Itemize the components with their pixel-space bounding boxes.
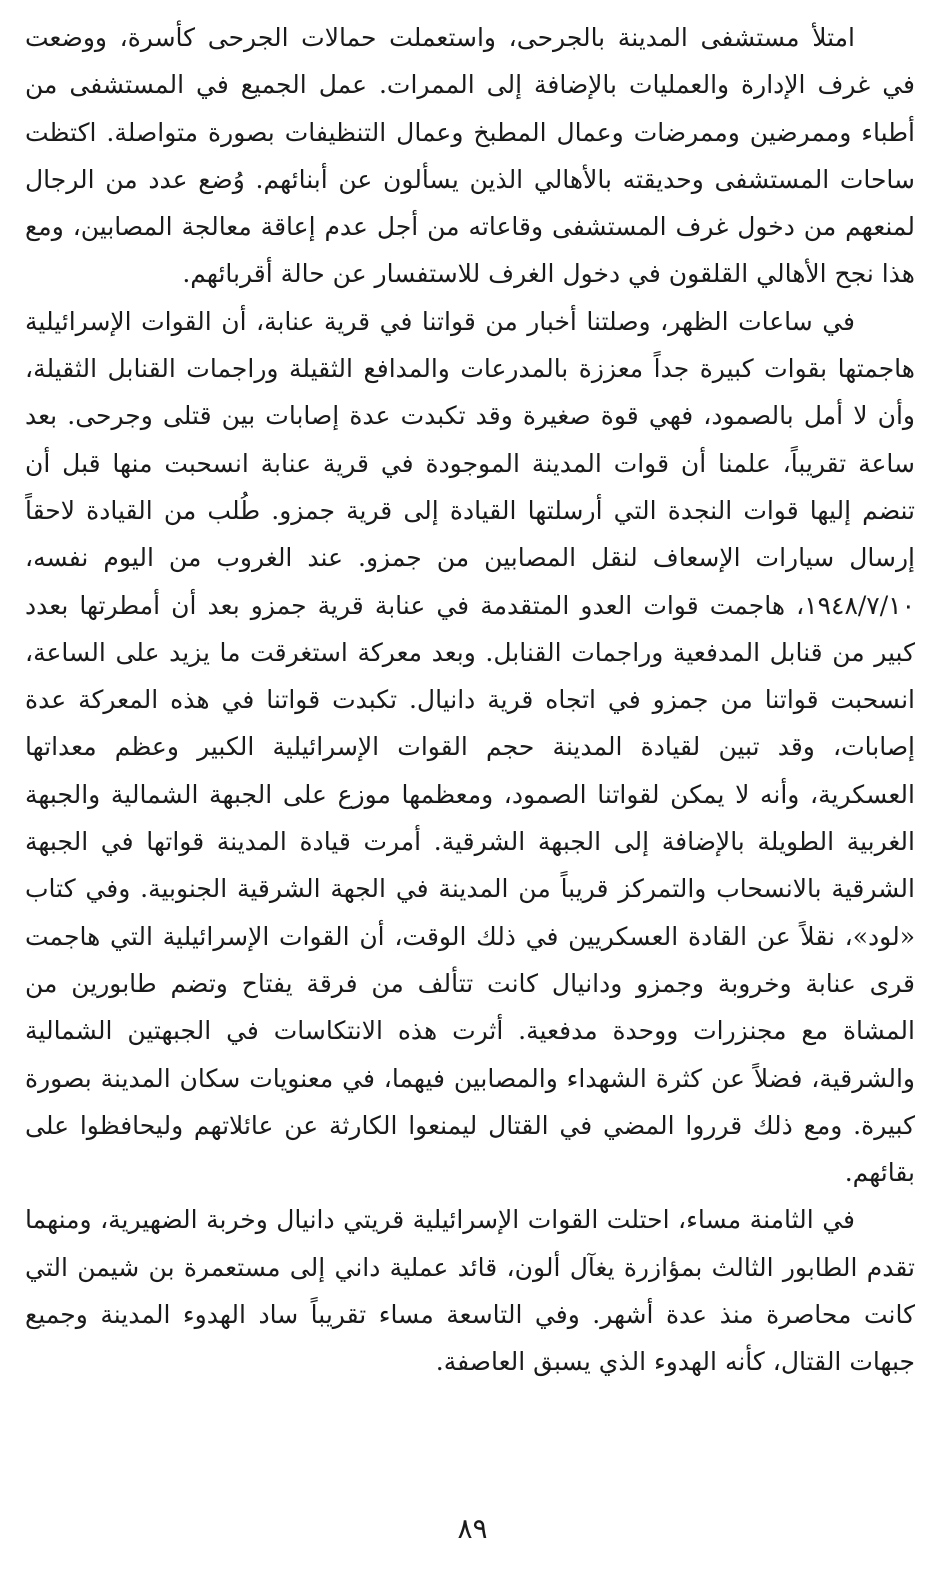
paragraph-1: امتلأ مستشفى المدينة بالجرحى، واستعملت حمالات الجرحى كأسرة، ووضعت في غرف الإدارة والعمليات بالإضافة إلى الممرات. عمل الجميع في المستشفى من أطباء وممرضين وممرضات وعمال المطبخ وعمال التنظيفات بصورة متواصلة. اكتظت ساحات المستشفى وحديقته بالأهالي الذين يسألون عن أبنائهم. وُضع عدد من الرجال لمنعهم من دخول غرف المستشفى وقاعاته من أجل عدم إعاقة معالجة المصابين، ومع هذا نجح الأهالي القلقون في دخول الغرف للاستفسار عن حالة أقربائهم. <box>25 23 915 289</box>
book-page-body <box>25 14 915 1514</box>
paragraph-2: في ساعات الظهر، وصلتنا أخبار من قواتنا في قرية عنابة، أن القوات الإسرائيلية هاجمتها بقوات كبيرة جداً معززة بالمدرعات والمدافع الثقيلة وراجمات القنابل الثقيلة، وأن لا أمل بالصمود، فهي قوة صغيرة وقد تكبدت عدة إصابات بين قتلى وجرحى. بعد ساعة تقريباً، علمنا أن قوات المدينة الموجودة في قرية عنابة انسحبت منها قبل أن تنضم إليها قوات النجدة التي أرسلتها القيادة إلى قرية جمزو. طُلب من القيادة لاحقاً إرسال سيارات الإسعاف لنقل المصابين من جمزو. عند الغروب من اليوم نفسه، ١٩٤٨/٧/١٠، هاجمت قوات العدو المتقدمة في عنابة قرية جمزو بعد أن أمطرتها بعدد كبير من قنابل المدفعية وراجمات القنابل. وبعد معركة استغرقت ما يزيد على الساعة، انسحبت قواتنا من جمزو في اتجاه قرية دانيال. تكبدت قواتنا في هذه المعركة عدة إصابات، وقد تبين لقيادة المدينة حجم القوات الإسرائيلية الكبير وعظم معداتها العسكرية، وأنه لا يمكن لقواتنا الصمود، ومعظمها موزع على الجبهة الشمالية والجبهة الغربية الطويلة بالإضافة إلى الجبهة الشرقية. أمرت قيادة المدينة قواتها في الجبهة الشرقية بالانسحاب والتمركز قريباً من المدينة في الجهة الشرقية الجنوبية. وفي كتاب «لود»، نقلاً عن القادة العسكريين في ذلك الوقت، أن القوات الإسرائيلية التي هاجمت قرى عنابة وخروبة وجمزو ودانيال كانت تتألف من فرقة يفتاح وتضم طابورين من المشاة مع مجنزرات ووحدة مدفعية. أثرت هذه الانتكاسات في الجبهتين الشمالية والشرقية، فضلاً عن كثرة الشهداء والمصابين فيهما، في معنويات سكان المدينة بصورة كبيرة. ومع ذلك قرروا المضي في القتال ليمنعوا الكارثة عن عائلاتهم وليحافظوا على بقائهم. <box>25 306 915 1188</box>
paragraph-3: في الثامنة مساء، احتلت القوات الإسرائيلية قريتي دانيال وخربة الضهيرية، ومنهما تقدم الطابور الثالث بمؤازرة يغآل ألون، قائد عملية داني إلى مستعمرة بن شيمن التي كانت محاصرة منذ عدة أشهر. وفي التاسعة مساء تقريباً ساد الهدوء المدينة وجميع جبهات القتال، كأنه الهدوء الذي يسبق العاصفة. <box>25 1205 915 1377</box>
page-number: ٨٩ <box>457 1512 488 1545</box>
